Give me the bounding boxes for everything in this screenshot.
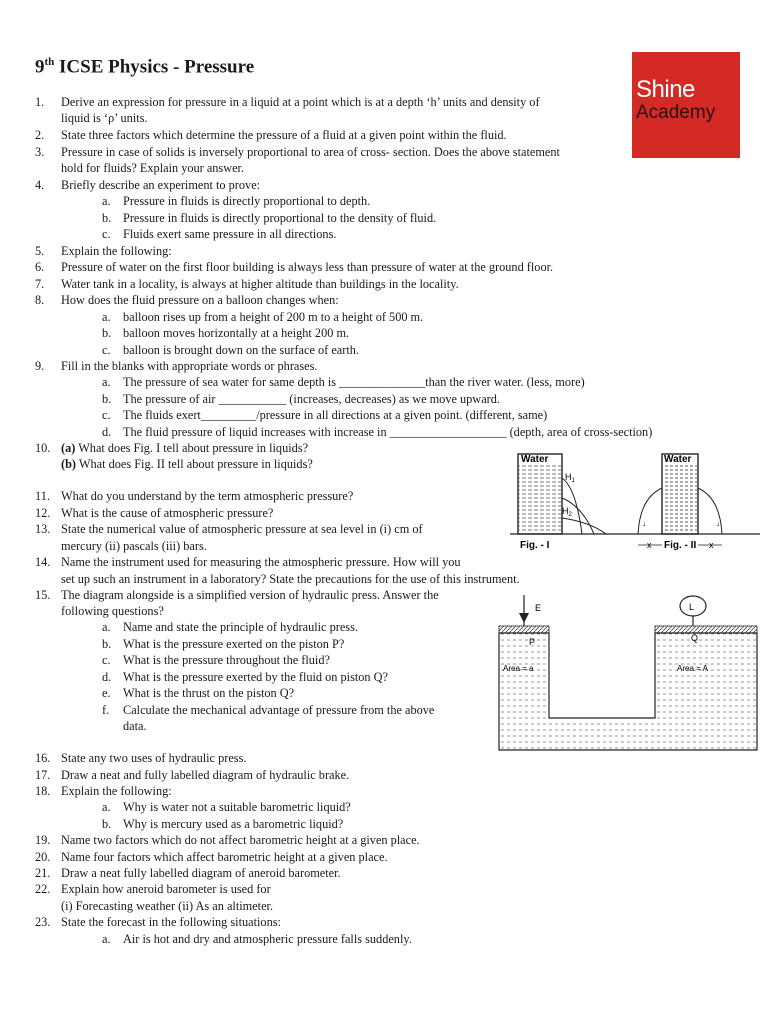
question-text: How does the fluid pressure on a balloon changes when: (61, 293, 339, 307)
question-text: Draw a neat fully labelled diagram of aneroid barometer. (61, 866, 341, 880)
question-text: Briefly describe an experiment to prove: (61, 178, 261, 192)
question-text: (a) What does Fig. I tell about pressure in liquids? (61, 441, 309, 455)
question-number: 13. (35, 522, 51, 536)
question-number: 21. (35, 866, 51, 880)
question-text: Name two factors which do not affect barometric height at a given place. (61, 833, 420, 847)
question-number: 8. (35, 293, 45, 307)
question-number: 19. (35, 833, 51, 847)
question-text: What do you understand by the term atmospheric pressure? (61, 489, 354, 503)
question-text: What is the thrust on the piston Q? (123, 686, 295, 700)
question-text: mercury (ii) pascals (iii) bars. (61, 539, 207, 553)
question-text: The diagram alongside is a simplified version of hydraulic press. Answer the (61, 588, 439, 602)
question-text: The fluids exert_________/pressure in all directions at a given point. (different, same) (123, 408, 548, 422)
fig-pressure-liquids (510, 448, 760, 563)
question-text: Fill in the blanks with appropriate words or phrases. (61, 359, 318, 373)
question-number: c. (102, 343, 111, 357)
question-number: 16. (35, 751, 51, 765)
question-text: (i) Forecasting weather (ii) As an altimeter. (61, 899, 274, 913)
question-number: f. (102, 703, 110, 717)
fig2-caption: Fig. - II (664, 540, 697, 551)
question-text: Pressure of water on the first floor building is always less than pressure of water at the ground floor. (61, 260, 554, 274)
question-text: Air is hot and dry and atmospheric pressure falls suddenly. (123, 932, 412, 946)
question-number: 3. (35, 145, 45, 159)
svg-text:↓: ↓ (716, 519, 720, 528)
logo-line2: Academy (636, 102, 716, 123)
fig1-h2: $H_2$ (562, 506, 572, 518)
svg-text:↓: ↓ (642, 519, 646, 528)
question-number: 18. (35, 784, 51, 798)
question-text: The fluid pressure of liquid increases with increase in ___________________ (depth, area of cross-section) (123, 425, 653, 439)
press-label-p: P (529, 637, 536, 647)
question-text: Pressure in case of solids is inversely proportional to area of cross- section. Does the above statement (61, 145, 560, 159)
question-number: a. (102, 932, 111, 946)
fig2-x-right: x (709, 540, 714, 550)
fig1-water-label: Water (521, 454, 549, 465)
question-number: 14. (35, 555, 51, 569)
question-text: Pressure in fluids is directly proportional to depth. (123, 194, 371, 208)
question-number: 20. (35, 850, 51, 864)
fig1-caption: Fig. - I (520, 540, 550, 551)
question-text: Fluids exert same pressure in all directions. (123, 227, 337, 241)
question-text: balloon rises up from a height of 200 m to a height of 500 m. (123, 310, 424, 324)
question-number: a. (102, 620, 111, 634)
question-number: 15. (35, 588, 51, 602)
question-text: following questions? (61, 604, 164, 618)
question-number: a. (102, 194, 111, 208)
question-number: b. (102, 637, 112, 651)
press-label-e: E (535, 603, 542, 613)
question-number: a. (102, 310, 111, 324)
question-text: liquid is ‘ρ’ units. (61, 111, 148, 125)
question-number: 22. (35, 882, 51, 896)
question-text: set up such an instrument in a laboratory? State the precautions for the use of this instrument. (61, 572, 520, 586)
shine-academy-logo (632, 52, 740, 158)
fig1-h1: $H_1$ (565, 472, 575, 484)
question-text: State the forecast in the following situations: (61, 915, 281, 929)
question-text: Why is mercury used as a barometric liquid? (123, 817, 344, 831)
question-text: Name four factors which affect barometric height at a given place. (61, 850, 388, 864)
question-text: What is the pressure exerted by the fluid on piston Q? (123, 670, 388, 684)
press-area-A: Area = A (677, 664, 708, 673)
question-text: Why is water not a suitable barometric liquid? (123, 800, 351, 814)
question-text: What is the cause of atmospheric pressure? (61, 506, 274, 520)
question-number: b. (102, 817, 112, 831)
question-number: 11. (35, 489, 50, 503)
fig2-x-left: x (647, 540, 652, 550)
question-text: Explain how aneroid barometer is used for (61, 882, 271, 896)
question-number: 9. (35, 359, 45, 373)
question-text: balloon moves horizontally at a height 200 m. (123, 326, 350, 340)
question-text: Water tank in a locality, is always at higher altitude than buildings in the locality. (61, 277, 459, 291)
question-number: c. (102, 408, 111, 422)
question-text: Name the instrument used for measuring the atmospheric pressure. How will you (61, 555, 461, 569)
question-text: Derive an expression for pressure in a liquid at a point which is at a depth ‘h’ units and density of (61, 95, 540, 109)
press-label-q: Q (691, 633, 699, 643)
question-text: What is the pressure exerted on the piston P? (123, 637, 345, 651)
question-number: d. (102, 670, 112, 684)
question-number: 4. (35, 178, 45, 192)
question-text: State the numerical value of atmospheric pressure at sea level in (i) cm of (61, 522, 423, 536)
page-title: 9th ICSE Physics - Pressure (35, 56, 255, 78)
question-text: State any two uses of hydraulic press. (61, 751, 247, 765)
question-number: 7. (35, 277, 45, 291)
question-number: a. (102, 800, 111, 814)
question-text: Explain the following: (61, 784, 172, 798)
question-number: d. (102, 425, 112, 439)
fig2-water-label: Water (664, 454, 692, 465)
question-text: (b) What does Fig. II tell about pressure in liquids? (61, 457, 313, 471)
question-number: b. (102, 392, 112, 406)
question-number: 12. (35, 506, 51, 520)
question-number: 5. (35, 244, 45, 258)
question-number: b. (102, 211, 112, 225)
question-text: Draw a neat and fully labelled diagram of hydraulic brake. (61, 768, 350, 782)
question-number: a. (102, 375, 111, 389)
question-number: c. (102, 653, 111, 667)
question-number: 23. (35, 915, 51, 929)
question-text: State three factors which determine the pressure of a fluid at a given point within the fluid. (61, 128, 507, 142)
logo-line1: Shine (636, 76, 695, 103)
question-text: The pressure of sea water for same depth is ______________than the river water. (less, more) (123, 375, 585, 389)
press-area-a: Area = a (503, 664, 534, 673)
question-text: data. (123, 719, 147, 733)
fig-hydraulic-press (495, 595, 760, 755)
question-number: 1. (35, 95, 45, 109)
question-number: c. (102, 227, 111, 241)
question-number: 10. (35, 441, 51, 455)
question-number: 17. (35, 768, 51, 782)
question-text: What is the pressure throughout the fluid? (123, 653, 330, 667)
press-label-l: L (689, 602, 695, 612)
question-number: e. (102, 686, 111, 700)
question-text: balloon is brought down on the surface of earth. (123, 343, 359, 357)
question-text: Name and state the principle of hydraulic press. (123, 620, 358, 634)
question-text: hold for fluids? Explain your answer. (61, 161, 245, 175)
question-text: The pressure of air ___________ (increases, decreases) as we move upward. (123, 392, 500, 406)
question-text: Explain the following: (61, 244, 172, 258)
question-text: Pressure in fluids is directly proportional to the density of fluid. (123, 211, 437, 225)
question-number: 2. (35, 128, 45, 142)
question-text: Calculate the mechanical advantage of pressure from the above (123, 703, 435, 717)
question-number: 6. (35, 260, 45, 274)
question-number: b. (102, 326, 112, 340)
